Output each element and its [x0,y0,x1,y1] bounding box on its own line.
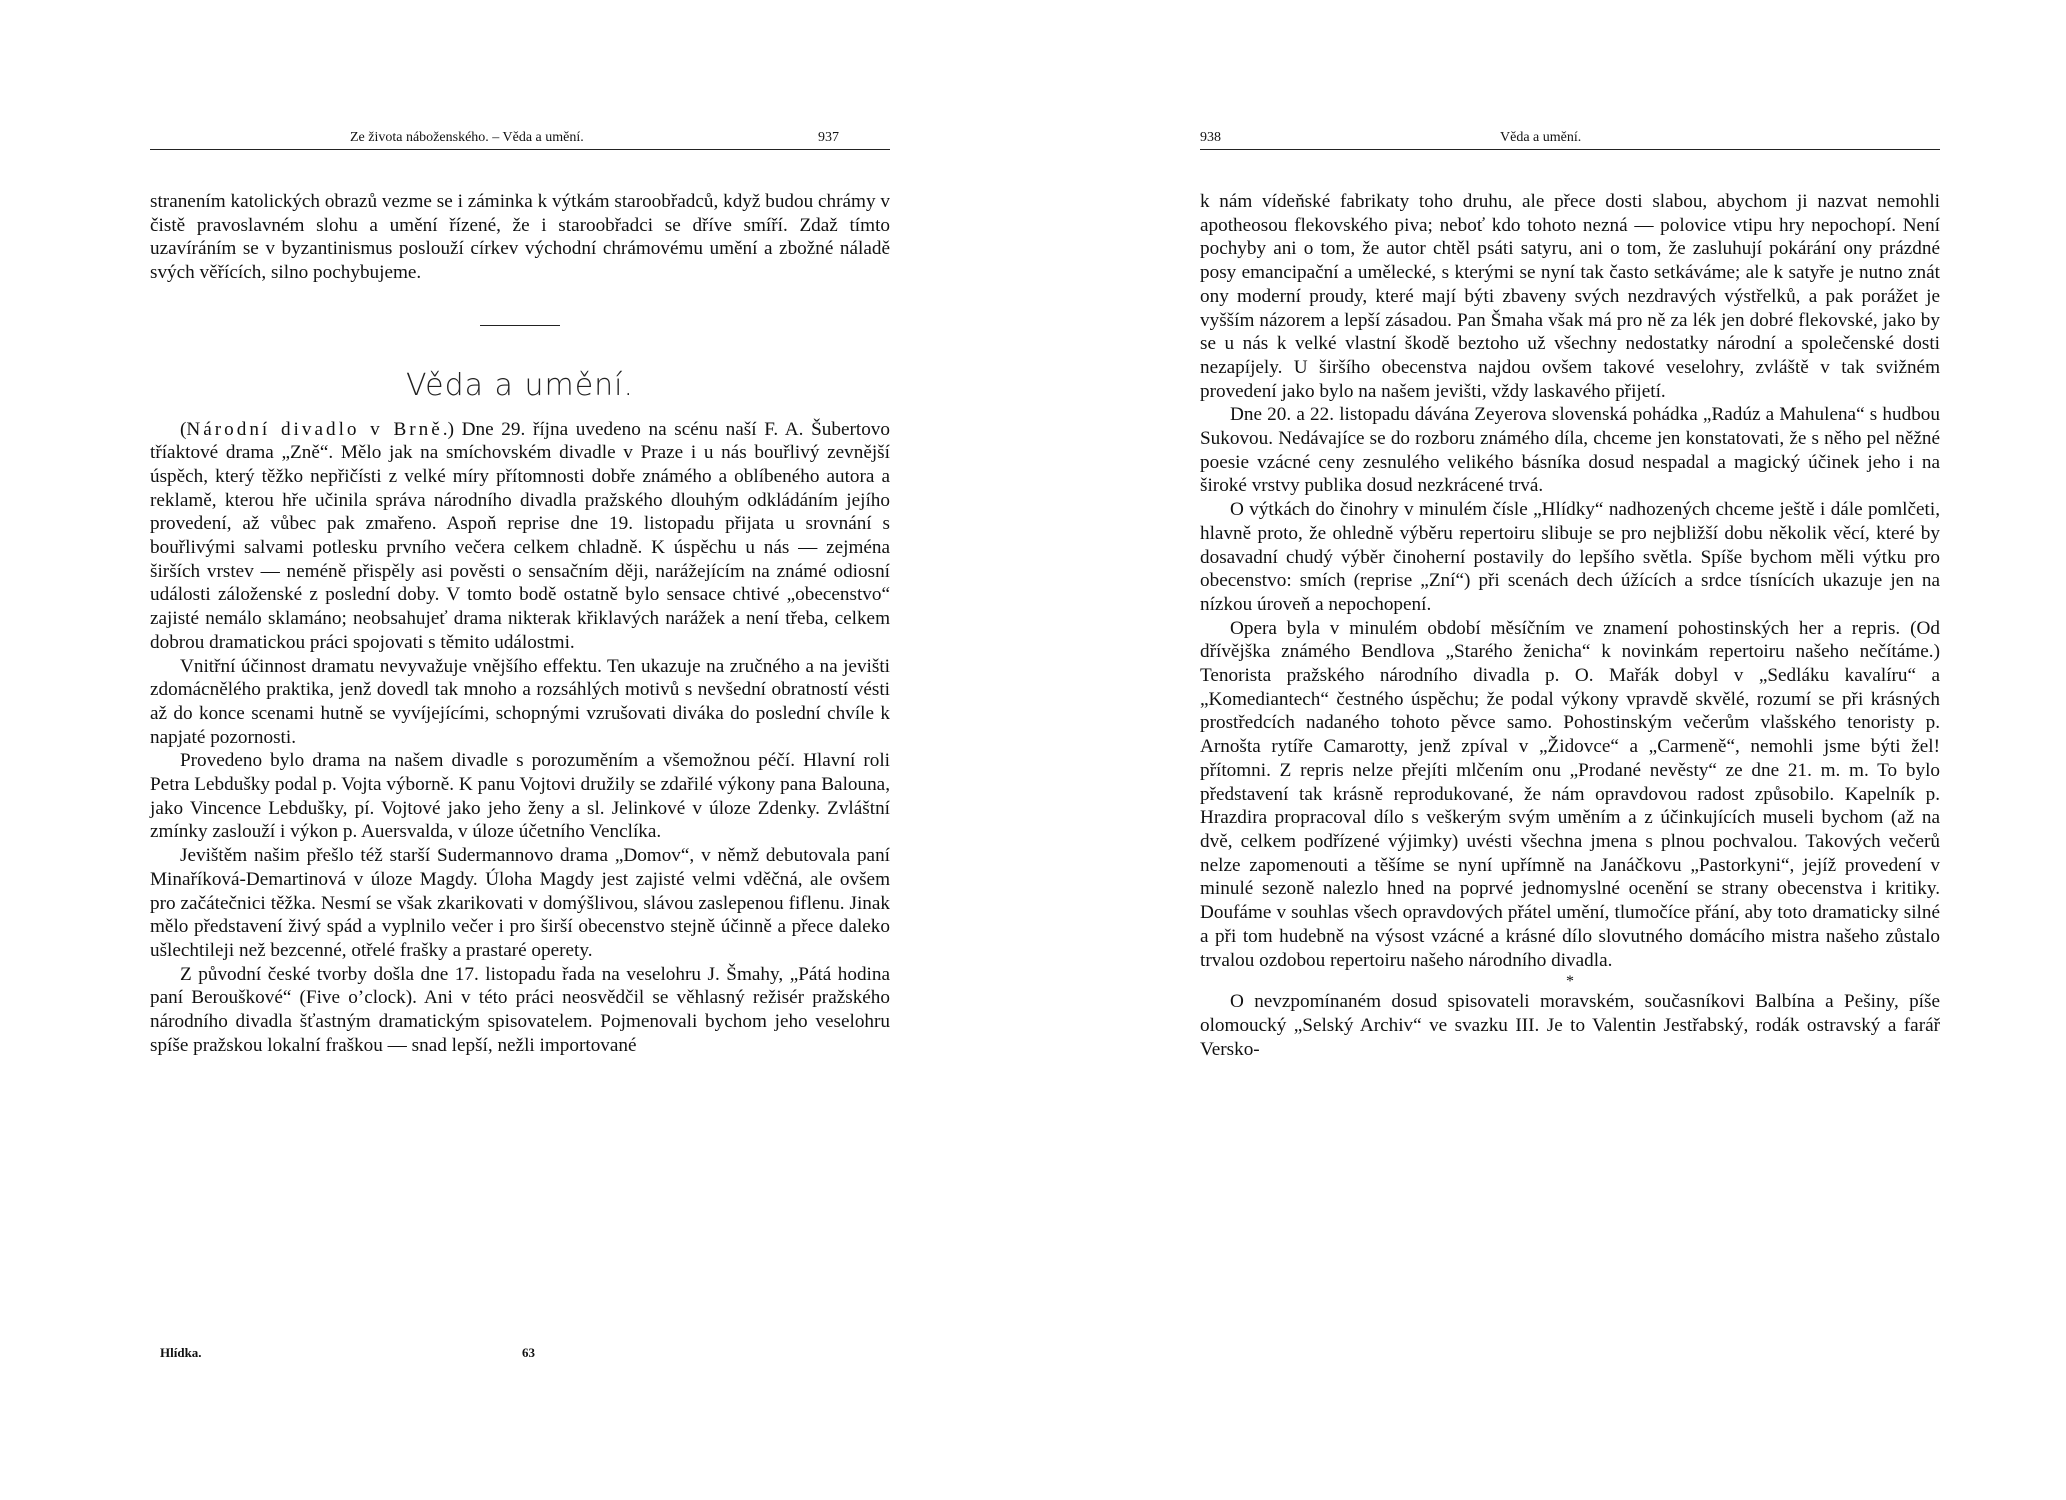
intro-paragraph: stranením katolických obrazů vezme se i záminka k výtkám staroobřadců, když budou chrámy v čistě pravoslavném slohu a umění řízené, že i staroobřadci se dříve smíří. Zdaž tímto uzavíráním se v byzantinismus poslouží církev východní chrámovému umění a zbožné náladě svých věřících, silno pochybujeme. [150,191,890,284]
footer-journal: Hlídka. [160,1345,202,1360]
right-page [1033,0,2066,1500]
paragraph-smaha: Z původní české tvorby došla dne 17. listopadu řada na veselohru J. Šmahy, „Pátá hodina paní Berouškové“ (Five o’clock). Ani v této práci neosvědčil se věhlasný režisér pražského národního divadla šťastným dramatickým spisovatelem. Pojmenovali bychom jeho veselohru spíše pražskou lokalní fraškou — snad lepší, nežli importované [150,963,890,1056]
right-page-number: 938 [1200,130,1221,145]
right-body [1200,190,1940,1061]
paragraph-jestrabsky: O nevzpomínaném dosud spisovateli moravském, současníkovi Balbína a Pešiny, píše olomoucký „Selský Archiv“ ve svazku III. Je to Valentin Jestřabský, rodák ostravský a farář Versko- [1200,991,1940,1060]
paragraph-domov: Jevištěm našim přešlo též starší Sudermannovo drama „Domov“, v němž debutovala paní Minaříková-Demartinová v úloze Magdy. Úloha Magdy jest zajisté velmi vděčná, ale ovšem pro začátečnici těžka. Nesmí se však zkarikovati v domýšlivou, slávou zaslepenou fiflenu. Jinak mělo představení živý spád a vyplnilo večer i pro širší obecenstvo stejně účinně a přece daleko ušlechtileji než bezcenné, otřelé frašky a prastaré operety. [150,845,890,961]
section-title: Věda a umění. [405,367,635,403]
spaced-heading: Národní divadlo v Brně [186,418,443,440]
left-page-number: 937 [818,130,839,145]
paragraph-brno-theatre: (Národní divadlo v Brně.) Dne 29. října uvedeno na scénu naší F. A. Šubertovo tříaktové drama „Zně“. Mělo jak na smíchovském divadle v Praze i u nás bouřlivý zevnější úspěch, který těžko nepřičísti z velké míry přítomnosti dobře známého a oblíbeného autora a reklamě, kterou hře učinila správa národního divadla pražského dlouhým odkládáním jejího provedení, až vůbec pak zmařeno. Aspoň reprise dne 19. listopadu přijata u srovnání s bouřlivými salvami potlesku prvního večera celkem chladně. K úspěchu u nás — zejména širších vrstev — neméně přispěly asi pověsti o sensačním ději, narážejícím na známé odiosní události záloženské z poslední doby. V tomto bodě ostatně bylo sensace chtivé „obecenstvo“ zajisté nemálo sklamáno; neobsahujeť drama nikterak křiklavých narážek a není třeba, celkem dobrou dramatickou práci spojovati s těmito událostmi. [150,418,890,653]
left-header-rule [150,149,890,150]
paragraph-continuation: k nám vídeňské fabrikaty toho druhu, ale přece dosti slabou, abychom ji nazvat nemohli apotheosou flekovského piva; neboť kdo tohoto nezná — polovice vtipu hry nepochopí. Není pochyby ani o tom, že autor chtěl psáti satyru, ani o tom, že zasluhují pokárání ony prázdné posy emancipační a umělecké, s kterými se nyní tak často setkáváme; ale k satyře je nutno znát ony moderní proudy, které mají býti zbaveny svých nezdravých výstřelků, a pak porážet je vyšším názorem a lepší zásadou. Pan Šmaha však má pro ně za lék jen dobré flekovské, jako by se u nás k velké vlastní škodě beztoho už všechny nedostatky národní a společenské dosti nezapíjely. U širšího obecenstva najdou ovšem takové veselohry, zvláště v tak svižném provedení jako bylo na našem jevišti, vždy laskavého přijetí. [1200,191,1940,402]
asterisk-separator: * [1566,973,1574,991]
footer-signature: 63 [522,1345,535,1360]
section-divider [480,325,560,326]
paragraph-opera: Opera byla v minulém období měsíčním ve znamení pohostinských her a repris. (Od dřívějška známého Bendlova „Starého ženicha“ k novinkám repertoiru našeho nečítáme.) Tenorista pražského národního divadla p. O. Mařák dobyl v „Sedláku kavalíru“ a „Komediantech“ čestného úspěchu; že podal výkony vpravdě skvělé, rozumí se při krásných prostředcích nadaného tohoto pěvce samo. Pohostinským večerům vlašského tenoristy p. Arnošta rytíře Camarotty, jenž zpíval v „Židovce“ a „Carmeně“, nemohli jsme býti žel! přítomni. Z repris nelze přejíti mlčením onu „Prodané nevěsty“ ze dne 21. m. m. To bylo představení tak krásně reprodukované, že nám opravdovou radost způsobilo. Kapelník p. Hrazdira propracoval dílo s veškerým svým uměním a z účinkujících museli bychom (až na dvě, celkem podřízené výjimky) uvésti všechna jmena s plnou pochvalou. Takových večerů nelze zapomenouti a těšíme se nyní upřímně na Janáčkovu „Pastorkyni“, jejíž provedení v minulé sezoně nalezlo hned na poprvé jednomyslné ocenění se strany obecenstva i kritiky. Doufáme v souhlas všech opravdových přátel umění, tlumočíce přání, aby toto dramaticky silné a při tom hudebně na výsost vzácné a krásné dílo slovutného domácího mistra našeho zůstalo trvalou ozdobou repertoiru našeho národního divadla. [1200,617,1940,971]
paragraph-cast: Provedeno bylo drama na našem divadle s porozuměním a všemožnou péčí. Hlavní roli Petra Lebdušky podal p. Vojta výborně. K panu Vojtovi družily se zdařilé výkony pana Balouna, jako Vincence Lebdušky, pí. Vojtové jako jeho ženy a sl. Jelinkové v úloze Zdenky. Zvláštní zmínky zaslouží i výkon p. Auersvalda, v úloze účetního Venclíka. [150,750,890,843]
paragraph-effect: Vnitřní účinnost dramatu nevyvažuje vnějšího effektu. Ten ukazuje na zručného a na jevišti zdomácnělého praktika, jenž dovedl tak mnoho a rozsáhlých motivů s nevšední obratností vésti až do konce scenami hutně se vyvíjejícími, schopnými vzrušovati diváka do poslední chvíle k napjaté pozornosti. [150,655,890,748]
right-header-rule [1200,149,1940,150]
paragraph-cinohra: O výtkách do činohry v minulém čísle „Hlídky“ nadhozených chceme ještě i dále pomlčeti, hlavně proto, že ohledně výběru repertoiru slibuje se pro nejbližší dobu několik věcí, které by dosavadní chudý výběr činoherní postavily do lepšího světla. Spíše bychom měli výtku pro obecenstvo: smích (reprise „Zní“) při scenách dech úžících a srdce tísnících ukazuje jen na nízkou úroveň a nepochopení. [1200,499,1940,615]
left-body [150,190,890,1058]
right-running-title: Věda a umění. [1500,130,1582,145]
paragraph-raduz: Dne 20. a 22. listopadu dávána Zeyerova slovenská pohádka „Radúz a Mahulena“ s hudbou Sukovou. Nedávajíce se do rozboru známého díla, chceme jen konstatovati, že s něho pel něžné poesie vzácné ceny zesnulého velikého básníka dosud nespadal a magický účinek jeho i na široké vrstvy publika dosud nezkrácené trvá. [1200,404,1940,497]
left-running-title: Ze života náboženského. – Věda a umění. [350,130,584,145]
